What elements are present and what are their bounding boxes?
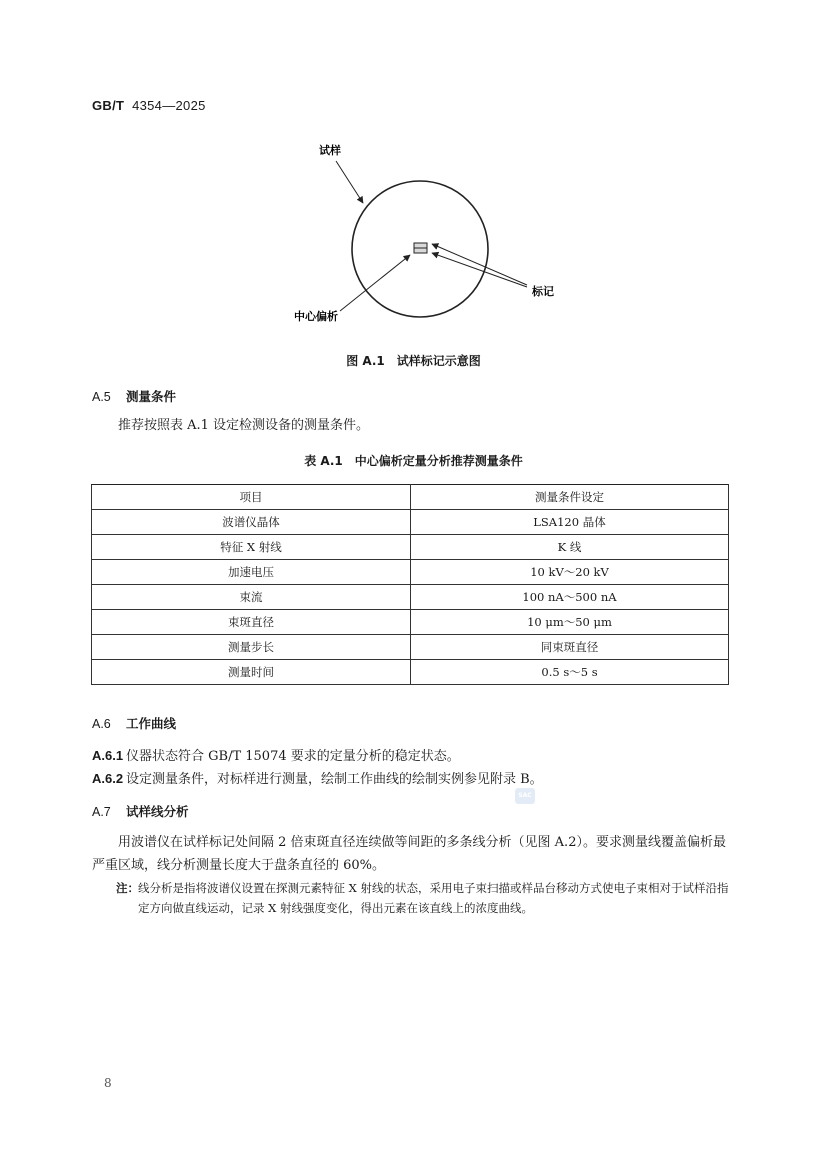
section-title: 试样线分析 <box>126 804 189 819</box>
label-marks: 标记 <box>532 285 554 298</box>
clause-a6-1 <box>92 745 460 764</box>
clause-text: 仪器状态符合 GB/T 15074 要求的定量分析的稳定状态。 <box>126 749 460 764</box>
standard-number: 4354—2025 <box>132 98 206 113</box>
table-cell: 测量步长 <box>92 635 411 660</box>
standard-code: GB/T <box>92 98 125 113</box>
note <box>116 878 734 918</box>
table-cell: 特征 X 射线 <box>92 535 411 560</box>
label-center-segregation: 中心偏析 <box>294 310 338 323</box>
table-row <box>92 560 729 585</box>
section-number: A.7 <box>92 805 111 819</box>
table-cell: 100 nA～500 nA <box>411 585 729 610</box>
sample-marking-figure <box>0 0 827 360</box>
table-header-item: 项目 <box>92 485 411 510</box>
section-a7-text: 用波谱仪在试样标记处间隔 2 倍束斑直径连续做等间距的多条线分析（见图 A.2）。要求测量线覆盖偏析最严重区域，线分析测量长度大于盘条直径的 60%。 <box>92 835 726 873</box>
clause-text: 设定测量条件，对标样进行测量，绘制工作曲线的绘制实例参见附录 B。 <box>126 772 543 787</box>
table-cell: 0.5 s～5 s <box>411 660 729 685</box>
label-sample: 试样 <box>319 144 341 157</box>
table-row <box>92 660 729 685</box>
section-title: 测量条件 <box>126 389 177 404</box>
clause-number: A.6.2 <box>92 771 124 786</box>
table-cell: 束斑直径 <box>92 610 411 635</box>
table-cell: K 线 <box>411 535 729 560</box>
sac-watermark: SAC <box>515 788 535 804</box>
sample-arrow <box>336 161 363 203</box>
page-number: 8 <box>104 1076 112 1090</box>
table-row <box>92 610 729 635</box>
table-header-setting: 测量条件设定 <box>411 485 729 510</box>
table-cell: 束流 <box>92 585 411 610</box>
section-a5-heading <box>92 387 176 405</box>
table-caption: 表 A.1 中心偏析定量分析推荐测量条件 <box>304 454 523 468</box>
clause-number: A.6.1 <box>92 748 124 763</box>
section-a5-text: 推荐按照表 A.1 设定检测设备的测量条件。 <box>118 418 370 433</box>
table-row <box>92 635 729 660</box>
table-row <box>92 535 729 560</box>
table-cell: 加速电压 <box>92 560 411 585</box>
center-mark <box>414 243 427 253</box>
table-row <box>92 510 729 535</box>
note-text: 线分析是指将波谱仪设置在探测元素特征 X 射线的状态，采用电子束扫描或样品台移动方式使电子束相对于试样沿指定方向做直线运动，记录 X 射线强度变化，得出元素在该直线上的浓度曲线。 <box>138 881 729 915</box>
figure-caption: 图 A.1 试样标记示意图 <box>346 354 481 368</box>
note-label: 注： <box>116 881 139 895</box>
table-cell: 测量时间 <box>92 660 411 685</box>
table-row <box>92 585 729 610</box>
table-cell: LSA120 晶体 <box>411 510 729 535</box>
table-cell: 10 μm～50 μm <box>411 610 729 635</box>
table-cell: 10 kV～20 kV <box>411 560 729 585</box>
section-a7-heading <box>92 802 189 820</box>
table-cell: 波谱仪晶体 <box>92 510 411 535</box>
table-cell: 同束斑直径 <box>411 635 729 660</box>
section-a6-heading <box>92 714 176 732</box>
mark-arrow-upper <box>432 244 527 285</box>
center-arrow <box>340 255 410 311</box>
table-header-row <box>92 485 729 510</box>
measurement-conditions-table <box>91 484 729 685</box>
section-number: A.6 <box>92 717 111 731</box>
clause-a6-2 <box>92 768 543 787</box>
section-number: A.5 <box>92 390 111 404</box>
section-title: 工作曲线 <box>126 716 177 731</box>
